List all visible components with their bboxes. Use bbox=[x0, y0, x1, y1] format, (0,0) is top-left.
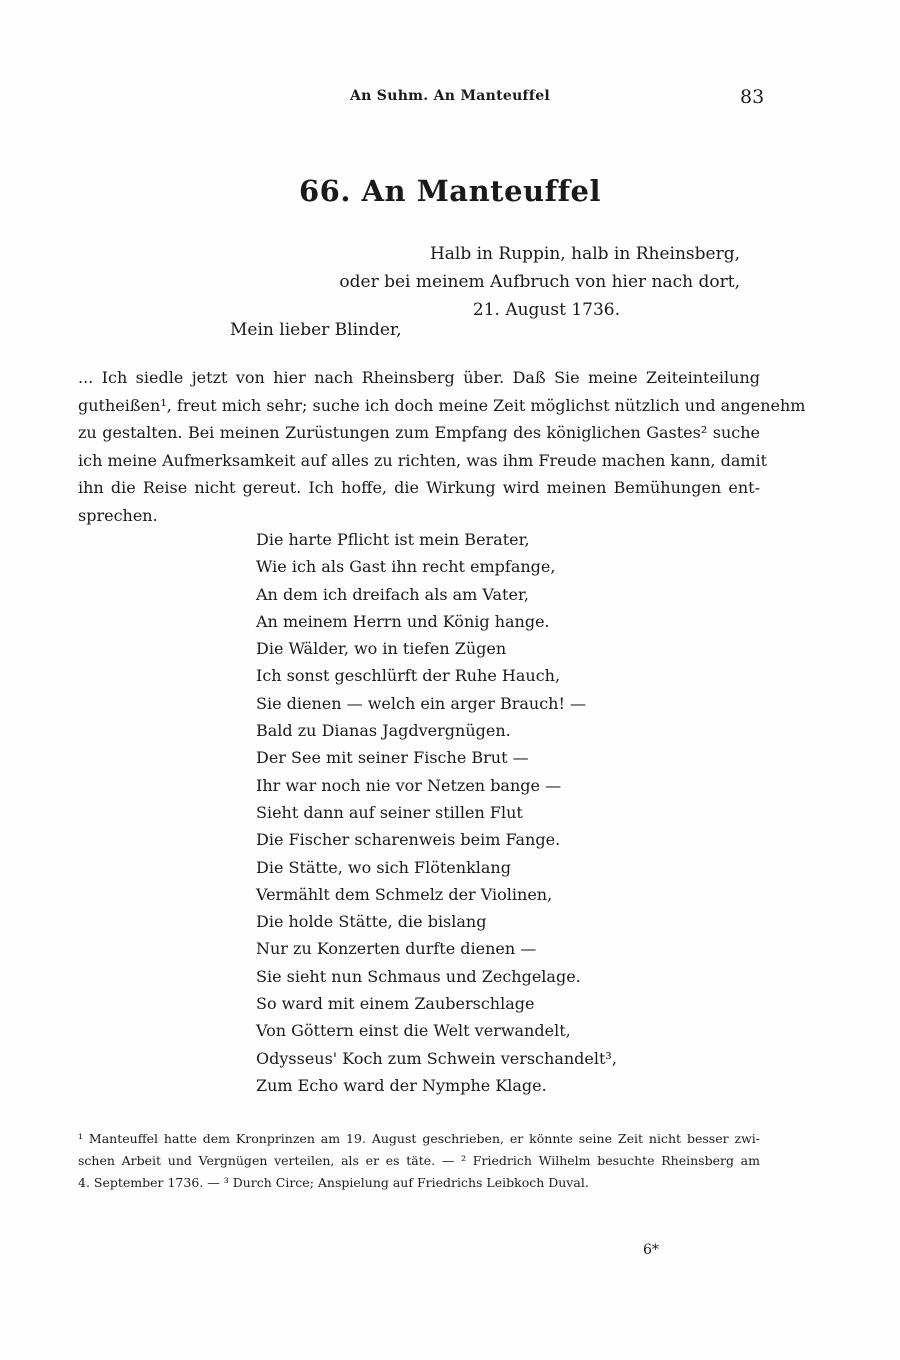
letter-body bbox=[78, 364, 806, 529]
running-head: An Suhm. An Manteuffel bbox=[349, 88, 551, 104]
body-line: zu gestalten. Bei meinen Zurüstungen zum Empfang des königlichen Gastes² suche bbox=[78, 423, 760, 442]
signature-mark: 6* bbox=[643, 1242, 659, 1258]
footnote-line: ¹ Manteuffel hatte dem Kronprinzen am 19. August geschrieben, er könnte seine Zeit nicht besser zwi- bbox=[78, 1131, 760, 1146]
poem-line: Die harte Pflicht ist mein Berater, bbox=[256, 530, 530, 549]
poem bbox=[256, 526, 617, 1099]
poem-line: Wie ich als Gast ihn recht empfange, bbox=[256, 557, 556, 577]
poem-line: An dem ich dreifach als am Vater, bbox=[256, 584, 529, 604]
poem-line: Sieht dann auf seiner stillen Flut bbox=[256, 802, 523, 822]
dateline-date: 21. August 1736. bbox=[472, 300, 620, 320]
dateline bbox=[330, 240, 740, 324]
poem-line: Die Fischer scharenweis beim Fange. bbox=[256, 830, 561, 850]
poem-line: Nur zu Konzerten durfte dienen — bbox=[256, 939, 537, 959]
page-number: 83 bbox=[740, 86, 765, 108]
footnote-line: schen Arbeit und Vergnügen verteilen, als er es täte. — ² Friedrich Wilhelm besuchte Rheinsberg am bbox=[78, 1153, 760, 1168]
body-line: ... Ich siedle jetzt von hier nach Rheinsberg über. Daß Sie meine Zeiteinteilung bbox=[78, 368, 760, 387]
footnote-line: 4. September 1736. — ³ Durch Circe; Anspielung auf Friedrichs Leibkoch Duval. bbox=[78, 1175, 589, 1190]
letter-title: 66. An Manteuffel bbox=[298, 174, 602, 208]
poem-line: Der See mit seiner Fische Brut — bbox=[256, 748, 529, 768]
poem-line: Die Stätte, wo sich Flötenklang bbox=[256, 857, 511, 877]
poem-line: Zum Echo ward der Nymphe Klage. bbox=[256, 1075, 547, 1095]
salutation: Mein lieber Blinder, bbox=[230, 320, 402, 340]
poem-line: Ich sonst geschlürft der Ruhe Hauch, bbox=[256, 666, 561, 686]
poem-line: Odysseus' Koch zum Schwein verschandelt³, bbox=[256, 1048, 617, 1068]
poem-line: Vermählt dem Schmelz der Violinen, bbox=[256, 884, 553, 904]
poem-line: Die holde Stätte, die bislang bbox=[256, 912, 487, 932]
dateline-line: Halb in Ruppin, halb in Rheinsberg, bbox=[429, 244, 740, 264]
body-line: ihn die Reise nicht gereut. Ich hoffe, die Wirkung wird meinen Bemühungen ent- bbox=[78, 478, 760, 497]
footnotes bbox=[78, 1128, 760, 1194]
poem-line: Sie sieht nun Schmaus und Zechgelage. bbox=[256, 966, 581, 986]
poem-line: So ward mit einem Zauberschlage bbox=[256, 994, 535, 1014]
poem-line: Von Göttern einst die Welt verwandelt, bbox=[256, 1021, 571, 1041]
poem-line: Bald zu Dianas Jagdvergnügen. bbox=[256, 721, 511, 741]
poem-line: An meinem Herrn und König hange. bbox=[256, 611, 550, 631]
poem-line: Sie dienen — welch ein arger Brauch! — bbox=[256, 693, 586, 713]
dateline-line: oder bei meinem Aufbruch von hier nach dort, bbox=[339, 272, 740, 292]
body-line: ich meine Aufmerksamkeit auf alles zu richten, was ihm Freude machen kann, damit bbox=[78, 450, 768, 470]
body-line: sprechen. bbox=[78, 505, 158, 525]
body-line: gutheißen¹, freut mich sehr; suche ich doch meine Zeit möglichst nützlich und angenehm bbox=[78, 395, 806, 415]
poem-line: Die Wälder, wo in tiefen Zügen bbox=[256, 639, 507, 659]
poem-line: Ihr war noch nie vor Netzen bange — bbox=[256, 775, 562, 795]
